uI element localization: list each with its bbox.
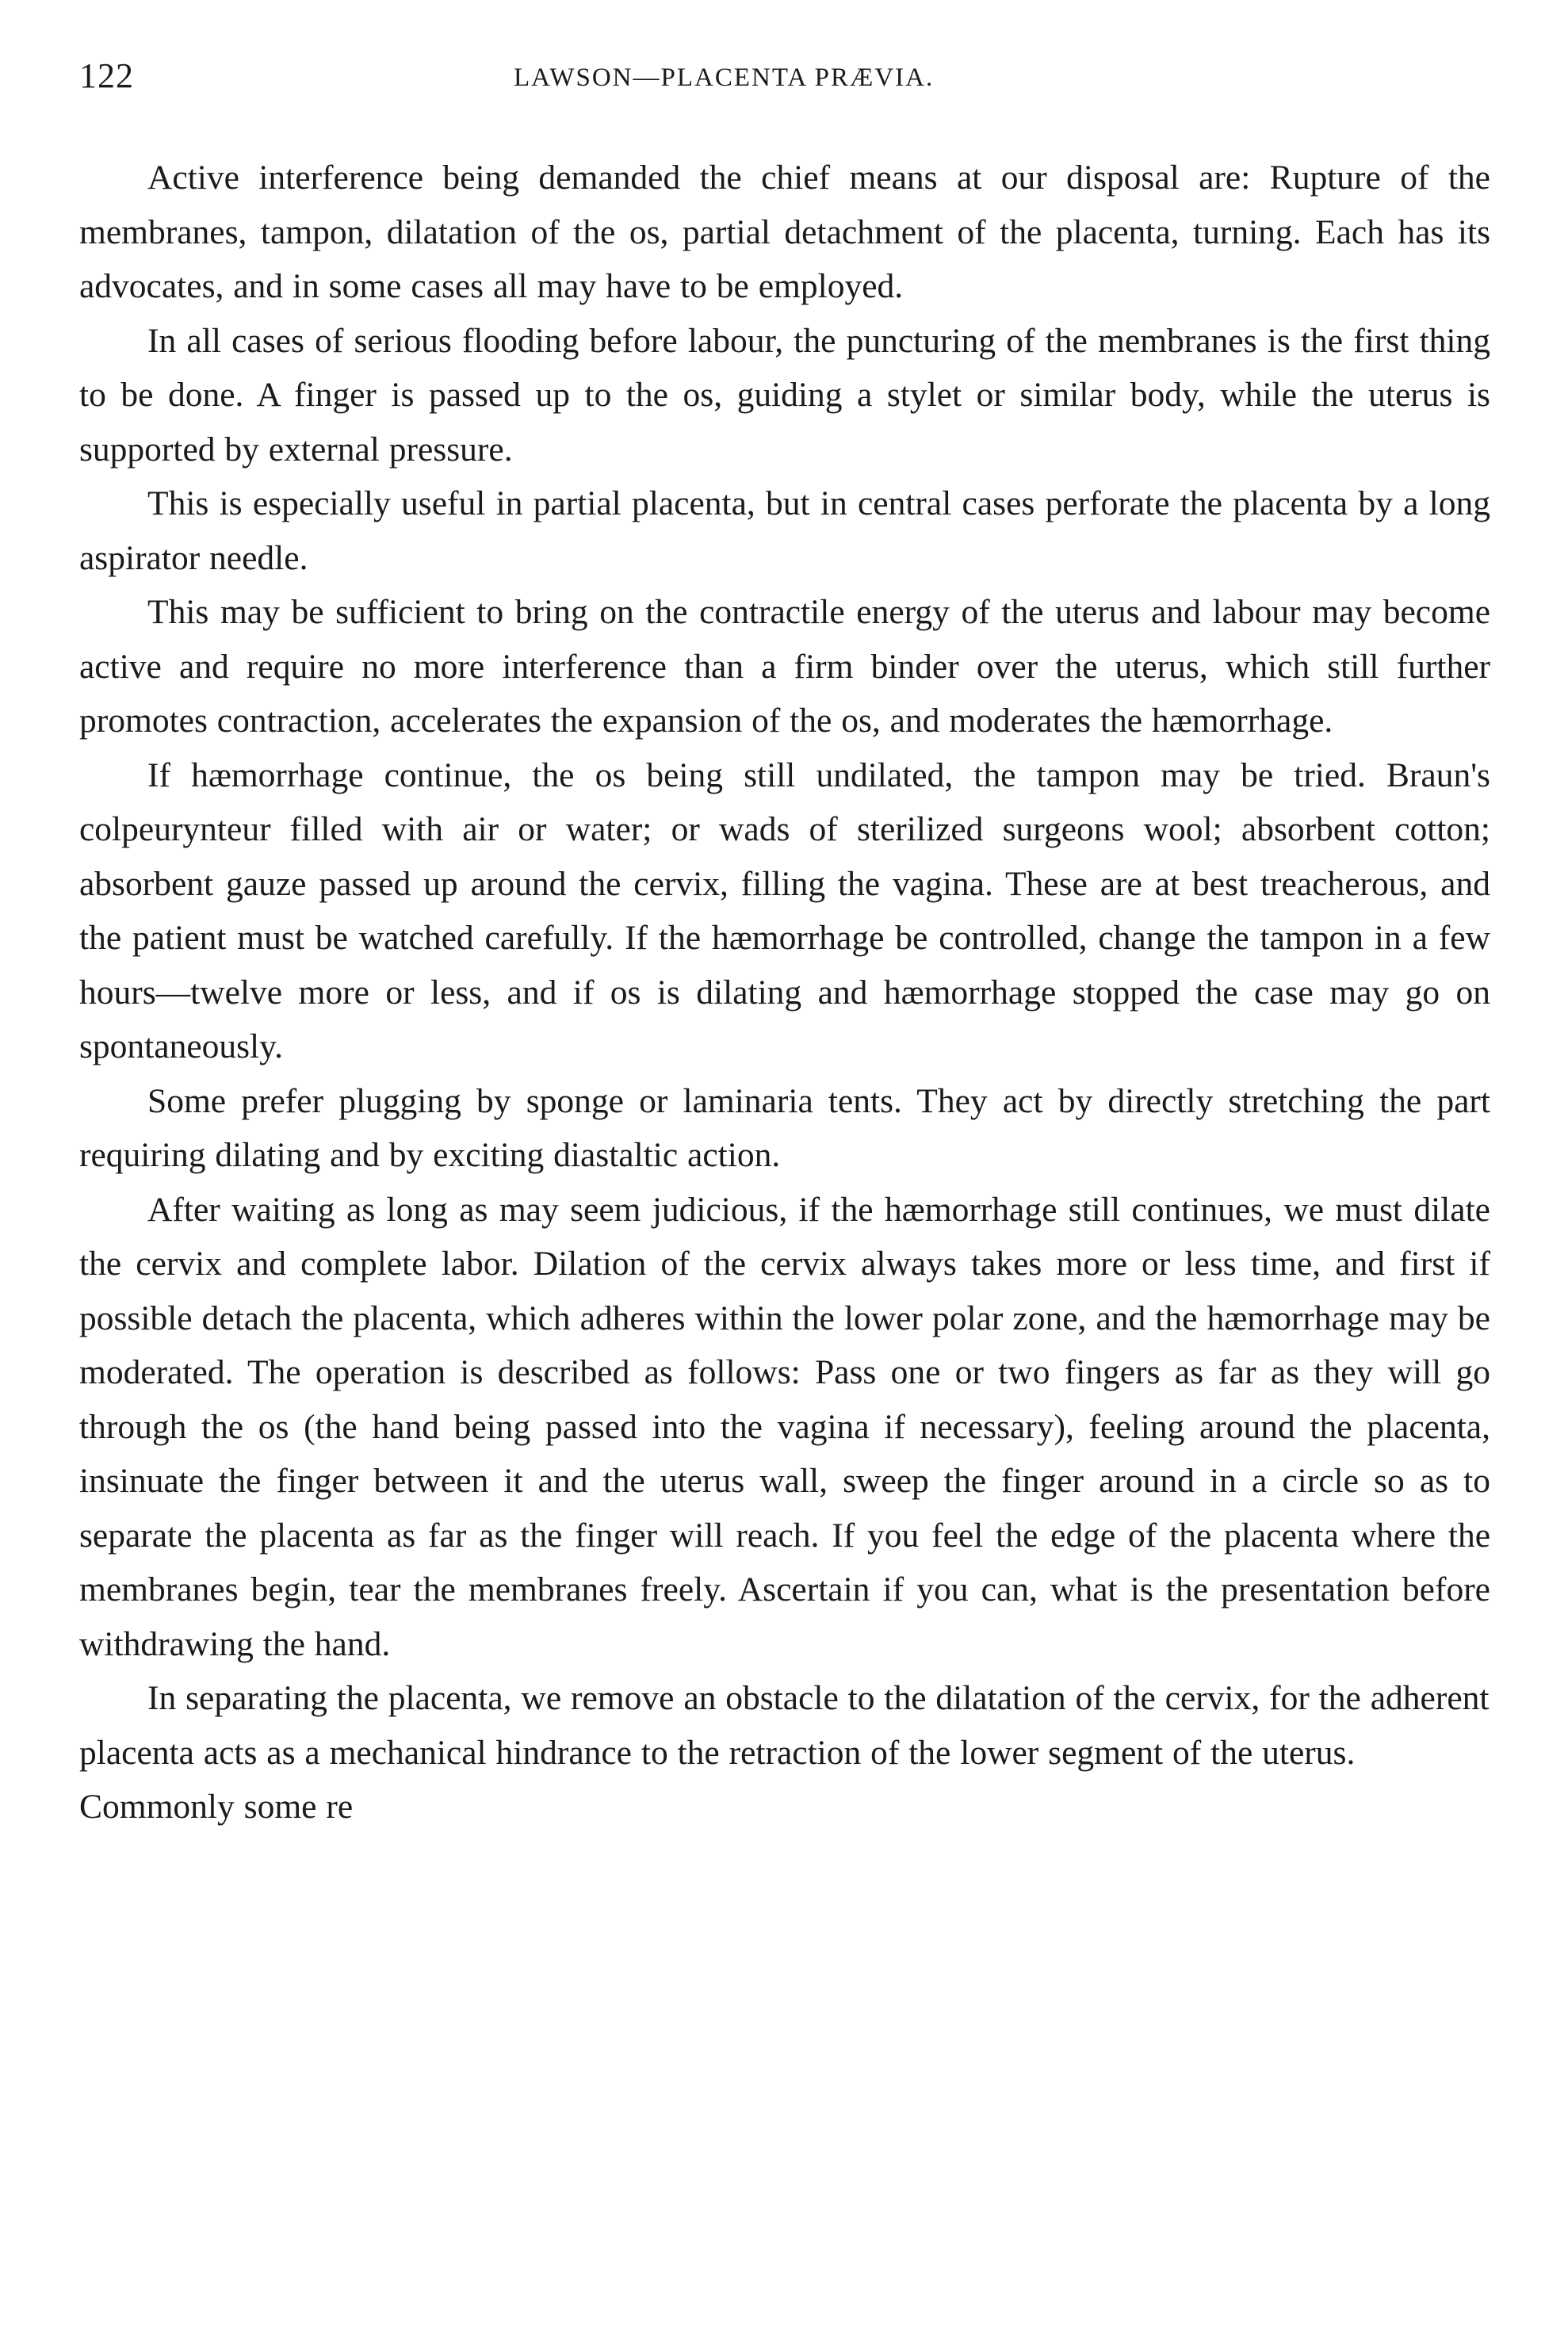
paragraph-dilate-cervix: After waiting as long as may seem judicious, if the hæmorrhage still continues, we must dilate the cervix and complete labor. Dilation of the cervix always takes more or less time, and first if possible detach the placenta, which adheres within the lower polar zone, and the hæmorrhage may be moderated. The operation is described as follows: Pass one or two fingers as far as they will go through the os (the hand being passed into the vagina if necessary), feeling around the placenta, insinuate the finger between it and the uterus wall, sweep the finger around in a circle so as to separate the placenta as far as the finger will reach. If you feel the edge of the placenta where the membranes begin, tear the membranes freely. Ascertain if you can, what is the presentation before withdrawing the hand. [79,1190,1490,1663]
paragraph-laminaria-tents: Some prefer plugging by sponge or laminaria tents. They act by directly stretching the part requiring dilating and by exciting diastaltic action. [79,1081,1490,1174]
running-head [79,55,1490,103]
body-text [79,151,1490,1834]
paragraph-contractile-energy: This may be sufficient to bring on the contractile energy of the uterus and labour may become active and require no more interference than a firm binder over the uterus, which still further promotes contraction, accelerates the expansion of the os, and moderates the hæmorrhage. [79,593,1490,740]
paragraph-separating-placenta: In separating the placenta, we remove an obstacle to the dilatation of the cervix, for the adherent placenta acts as a mechanical hindrance to the retraction of the lower segment of the uterus. Commonly some re [79,1679,1490,1826]
paragraph-puncturing-membranes: In all cases of serious flooding before labour, the puncturing of the membranes is the first thing to be done. A finger is passed up to the os, guiding a stylet or similar body, while the uterus is supported by external pressure. [79,321,1490,469]
page-number: 122 [79,56,134,95]
paragraph-active-interference: Active interference being demanded the chief means at our disposal are: Rupture of the membranes, tampon, dilatation of the os, partial detachment of the placenta, turning. Each has its advocates, and in some cases all may have to be employed. [79,159,1490,305]
paragraph-tampon: If hæmorrhage continue, the os being still undilated, the tampon may be tried. Braun's colpeurynteur filled with air or water; or wads of sterilized surgeons wool; absorbent cotton; absorbent gauze passed up around the cervix, filling the vagina. These are at best treacherous, and the patient must be watched carefully. If the hæmorrhage be controlled, change the tampon in a few hours—twelve more or less, and if os is dilating and hæmorrhage stopped the case may go on spontaneously. [79,755,1490,1065]
paragraph-aspirator-needle: This is especially useful in partial placenta, but in central cases perforate the placenta by a long aspirator needle. [79,484,1490,577]
running-title: LAWSON—PLACENTA PRÆVIA. [514,63,935,92]
book-page [79,55,1490,1834]
